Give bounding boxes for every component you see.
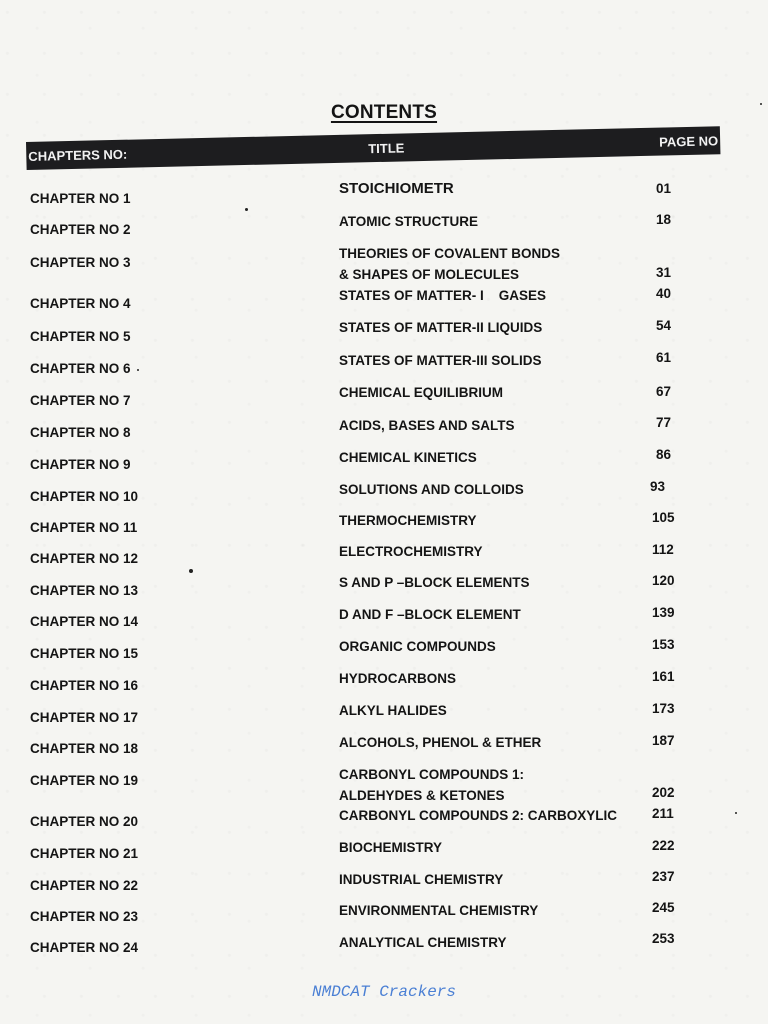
- chapter-number: CHAPTER NO 15: [30, 646, 139, 661]
- speck: [189, 569, 193, 573]
- chapter-number: CHAPTER NO 6: [30, 361, 131, 376]
- header-title: TITLE: [368, 140, 405, 157]
- chapter-number: CHAPTER NO 13: [30, 583, 139, 598]
- page-number: 31: [656, 265, 672, 280]
- chapter-title: STATES OF MATTER-II LIQUIDS: [339, 320, 543, 335]
- chapter-number: CHAPTER NO 1: [30, 191, 131, 206]
- page-number: 253: [652, 931, 675, 946]
- page-number: 120: [652, 573, 675, 588]
- page-number: 211: [652, 806, 674, 821]
- speck: [760, 103, 762, 105]
- chapter-number: CHAPTER NO 4: [30, 296, 131, 311]
- watermark-footer: NMDCAT Crackers: [311, 983, 457, 1001]
- chapter-title: CHEMICAL EQUILIBRIUM: [339, 385, 503, 400]
- chapter-title: STOICHIOMETR: [339, 180, 454, 197]
- chapter-title: THEORIES OF COVALENT BONDS: [339, 246, 561, 261]
- chapter-number: CHAPTER NO 18: [30, 741, 139, 756]
- page-number: 153: [652, 637, 675, 652]
- chapter-title: CARBONYL COMPOUNDS 1:: [339, 767, 525, 782]
- chapter-number: CHAPTER NO 19: [30, 773, 139, 788]
- chapter-title: ATOMIC STRUCTURE: [339, 214, 478, 229]
- page-number: 18: [656, 212, 672, 227]
- header-page: PAGE NO: [658, 133, 719, 150]
- page-number: 105: [652, 510, 675, 525]
- chapter-number: CHAPTER NO 11: [30, 520, 138, 535]
- chapter-number: CHAPTER NO 12: [30, 551, 139, 566]
- page-number: 54: [656, 318, 672, 333]
- page-number: 93: [650, 479, 666, 494]
- chapter-number: CHAPTER NO 22: [30, 878, 139, 893]
- chapter-number: CHAPTER NO 5: [30, 329, 131, 344]
- page-number: 237: [652, 869, 675, 884]
- page-number: 61: [656, 350, 672, 365]
- speck: [735, 812, 737, 814]
- chapter-number: CHAPTER NO 21: [30, 846, 139, 861]
- chapter-title: D AND F –BLOCK ELEMENT: [339, 607, 521, 622]
- chapter-number: CHAPTER NO 8: [30, 425, 131, 440]
- page-number: 245: [652, 900, 675, 915]
- chapter-title: BIOCHEMISTRY: [339, 840, 443, 855]
- chapter-title-line2: ALDEHYDES & KETONES: [339, 788, 505, 803]
- page-number: 40: [656, 286, 672, 301]
- page-number: 112: [652, 542, 674, 557]
- chapter-number: CHAPTER NO 2: [30, 222, 131, 237]
- page-number: 77: [656, 415, 672, 430]
- chapter-title-line2: & SHAPES OF MOLECULES: [339, 267, 520, 282]
- page-number: 173: [652, 701, 675, 716]
- chapter-title: CHEMICAL KINETICS: [339, 450, 477, 465]
- chapter-number: CHAPTER NO 10: [30, 489, 139, 504]
- toc-row: [0, 931, 768, 967]
- chapter-title: SOLUTIONS AND COLLOIDS: [339, 482, 524, 497]
- header-chapters: CHAPTERS NO:: [28, 146, 128, 164]
- page-number: 161: [652, 669, 675, 684]
- chapter-title: ALKYL HALIDES: [339, 703, 447, 718]
- chapter-number: CHAPTER NO 20: [30, 814, 139, 829]
- chapter-title: ORGANIC COMPOUNDS: [339, 639, 496, 654]
- chapter-title: ANALYTICAL CHEMISTRY: [339, 935, 507, 950]
- chapter-title: ENVIRONMENTAL CHEMISTRY: [339, 903, 539, 918]
- chapter-title: ACIDS, BASES AND SALTS: [339, 418, 515, 433]
- chapter-title: S AND P –BLOCK ELEMENTS: [339, 575, 530, 590]
- chapter-number: CHAPTER NO 7: [30, 393, 131, 408]
- page-number: 67: [656, 384, 672, 399]
- page-number: 139: [652, 605, 675, 620]
- chapter-number: CHAPTER NO 16: [30, 678, 139, 693]
- speck: [137, 369, 139, 371]
- page-title: CONTENTS: [330, 102, 438, 123]
- chapter-number: CHAPTER NO 3: [30, 255, 131, 270]
- page-number: 222: [652, 838, 675, 853]
- speck: [245, 208, 248, 211]
- page-number: 01: [656, 181, 672, 196]
- page-number: 86: [656, 447, 672, 462]
- chapter-title: STATES OF MATTER-III SOLIDS: [339, 353, 542, 368]
- chapter-title: HYDROCARBONS: [339, 671, 457, 686]
- chapter-title: STATES OF MATTER- I GASES: [339, 288, 547, 303]
- chapter-title: ALCOHOLS, PHENOL & ETHER: [339, 735, 542, 750]
- chapter-title: THERMOCHEMISTRY: [339, 513, 477, 528]
- chapter-number: CHAPTER NO 9: [30, 457, 131, 472]
- toc-row: [0, 767, 768, 803]
- page-number: 202: [652, 785, 675, 800]
- toc-row: [0, 246, 768, 282]
- chapter-title: ELECTROCHEMISTRY: [339, 544, 483, 559]
- chapter-title: INDUSTRIAL CHEMISTRY: [339, 872, 504, 887]
- chapter-number: CHAPTER NO 17: [30, 710, 139, 725]
- chapter-number: CHAPTER NO 14: [30, 614, 139, 629]
- chapter-number: CHAPTER NO 24: [30, 940, 139, 955]
- page-number: 187: [652, 733, 675, 748]
- chapter-title: CARBONYL COMPOUNDS 2: CARBOXYLIC: [339, 808, 618, 823]
- chapter-number: CHAPTER NO 23: [30, 909, 139, 924]
